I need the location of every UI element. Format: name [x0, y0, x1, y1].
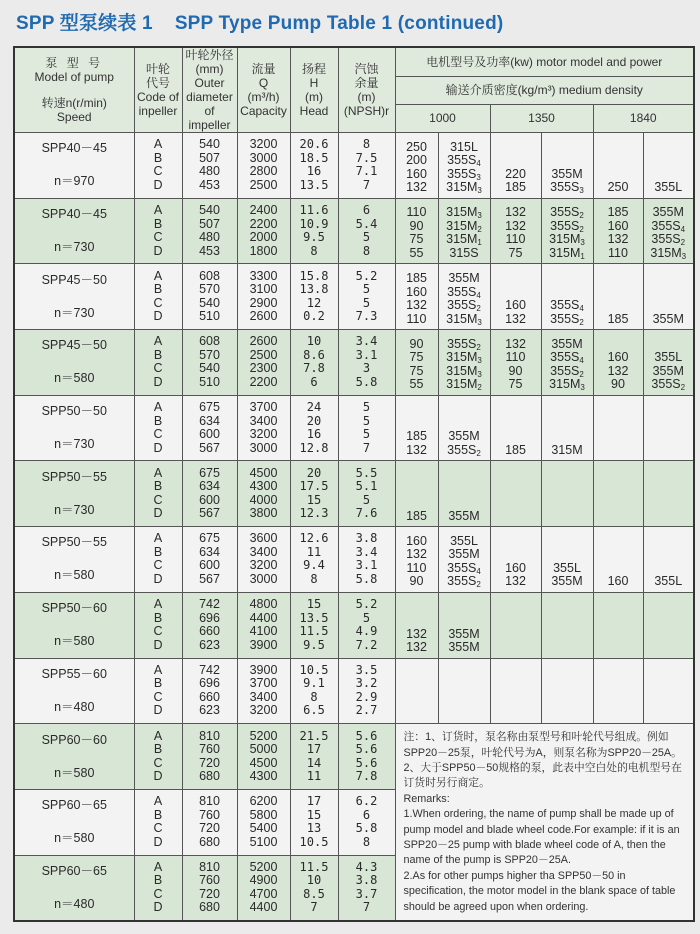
pump-model: SPP50－55: [41, 469, 107, 484]
flow-capacity: 4800 4400 4100 3900: [237, 592, 290, 658]
head: 24 20 16 12.8: [290, 395, 338, 461]
header-flow: 流量 Q (m³/h) Capacity: [237, 47, 290, 133]
motor-model-1840: 355L: [643, 133, 694, 199]
pump-speed: n＝580: [54, 765, 95, 780]
head: 20.6 18.5 16 13.5: [290, 133, 338, 199]
npsh: 5.2 5 5 7.3: [338, 264, 395, 330]
pump-model-cell: [14, 724, 134, 790]
npsh: 5.2 5 4.9 7.2: [338, 592, 395, 658]
pump-model-cell: [14, 461, 134, 527]
motor-power-1000: 90 75 75 55: [395, 330, 438, 396]
pump-model: SPP50－60: [41, 601, 107, 616]
motor-model-1840: 355M: [643, 264, 694, 330]
impeller-diameter: 675 634 600 567: [182, 461, 237, 527]
pump-model-cell: [14, 264, 134, 330]
flow-capacity: 3200 3000 2800 2500: [237, 133, 290, 199]
flow-capacity: 6200 5800 5400 5100: [237, 789, 290, 855]
pump-speed: n＝970: [54, 174, 95, 189]
pump-model-cell: [14, 789, 134, 855]
npsh: 3.5 3.2 2.9 2.7: [338, 658, 395, 724]
motor-model-1840: 355L: [643, 527, 694, 593]
motor-power-1840: 185: [593, 264, 643, 330]
impeller-code: A B C D: [134, 264, 182, 330]
pump-group-row: [14, 264, 694, 330]
motor-model-1350: [541, 461, 593, 527]
flow-capacity: 2400 2200 2000 1800: [237, 198, 290, 264]
impeller-code: A B C D: [134, 198, 182, 264]
pump-speed: n＝580: [54, 634, 95, 649]
header-density: 输送介质密度(kg/m³) medium density: [395, 76, 694, 104]
motor-power-1840: [593, 461, 643, 527]
motor-power-1840: 160 132 90: [593, 330, 643, 396]
motor-model-1350: 355M $355S_4$ $355S_2$ $315M_3$: [541, 330, 593, 396]
note-en-1: 1.When ordering, the name of pump shall be made up of pump model and blade wheel code.For example: if it is an SPP20－25 pump with blade wheel code of A, then the name of the pump is SPP20－25A.: [403, 808, 680, 867]
pump-model: SPP50－55: [41, 535, 107, 550]
pump-model: SPP45－50: [41, 338, 107, 353]
motor-model-1840: [643, 395, 694, 461]
pump-speed: n＝730: [54, 437, 95, 452]
impeller-code: A B C D: [134, 527, 182, 593]
head: 20 17.5 15 12.3: [290, 461, 338, 527]
pump-speed: n＝730: [54, 502, 95, 517]
motor-power-1000: 185 160 132 110: [395, 264, 438, 330]
head: 21.5 17 14 11: [290, 724, 338, 790]
pump-group-row: [14, 133, 694, 199]
head: 11.6 10.9 9.5 8: [290, 198, 338, 264]
pump-model: SPP40－45: [41, 207, 107, 222]
pump-model: SPP50－50: [41, 404, 107, 419]
title-cn: SPP 型泵续表 1: [16, 13, 153, 34]
density-1000: 1000: [395, 104, 490, 132]
motor-power-1350: [490, 658, 541, 724]
header-code: 叶轮代号 Code of inpeller: [134, 47, 182, 133]
motor-model-1350: $355S_4$ $355S_2$: [541, 264, 593, 330]
motor-power-1000: 185: [395, 461, 438, 527]
motor-power-1000: [395, 658, 438, 724]
note-en-2: 2.As for other pumps higher tha SPP50－50 in specification, the motor model in the blank space of table should be agreed upon when ordering.: [403, 869, 676, 913]
pump-model-cell: [14, 395, 134, 461]
flow-capacity: 3900 3700 3400 3200: [237, 658, 290, 724]
npsh: 6.2 6 5.8 8: [338, 789, 395, 855]
impeller-diameter: 810 760 720 680: [182, 855, 237, 921]
pump-model-cell: [14, 198, 134, 264]
pump-speed: n＝580: [54, 831, 95, 846]
impeller-diameter: 810 760 720 680: [182, 724, 237, 790]
impeller-diameter: 540 507 480 453: [182, 133, 237, 199]
pump-group-row: [14, 724, 694, 790]
pump-model-cell: [14, 527, 134, 593]
motor-model-1000: $315M_3$ $315M_2$ $315M_1$ 315S: [438, 198, 490, 264]
impeller-diameter: 540 507 480 453: [182, 198, 237, 264]
head: 11.5 10 8.5 7: [290, 855, 338, 921]
pump-group-row: [14, 592, 694, 658]
note-cn-2: 2、大于SPP50－50规格的泵，此表中空白处的电机型号在订货时另行商定。: [403, 762, 682, 790]
pump-model: SPP45－50: [41, 272, 107, 287]
pump-model-cell: [14, 330, 134, 396]
pump-group-row: [14, 527, 694, 593]
motor-model-1350: 355L 355M: [541, 527, 593, 593]
motor-model-1000: 355L 355M $355S_4$ $355S_2$: [438, 527, 490, 593]
pump-speed: n＝480: [54, 699, 95, 714]
motor-model-1840: 355M $355S_4$ $355S_2$ $315M_3$: [643, 198, 694, 264]
flow-capacity: 5200 5000 4500 4300: [237, 724, 290, 790]
motor-power-1000: 250 200 160 132: [395, 133, 438, 199]
impeller-code: A B C D: [134, 724, 182, 790]
motor-model-1840: [643, 461, 694, 527]
pump-table: [13, 46, 695, 922]
density-1350: 1350: [490, 104, 593, 132]
motor-model-1000: 315L $355S_4$ $355S_3$ $315M_3$: [438, 133, 490, 199]
flow-capacity: 3700 3400 3200 3000: [237, 395, 290, 461]
motor-power-1840: 160: [593, 527, 643, 593]
page-title: [16, 8, 503, 35]
pump-group-row: [14, 330, 694, 396]
pump-speed: n＝730: [54, 240, 95, 255]
motor-power-1000: 185 132: [395, 395, 438, 461]
header-model: 泵 型 号 Model of pump 转速n(r/min) Speed: [14, 47, 134, 133]
header-head: 扬程 H (m) Head: [290, 47, 338, 133]
impeller-diameter: 608 570 540 510: [182, 330, 237, 396]
pump-speed: n＝730: [54, 305, 95, 320]
pump-model: SPP60－65: [41, 863, 107, 878]
pump-speed: n＝580: [54, 568, 95, 583]
head: 15.8 13.8 12 0.2: [290, 264, 338, 330]
remarks-label: Remarks:: [403, 792, 450, 805]
motor-power-1350: [490, 461, 541, 527]
impeller-diameter: 742 696 660 623: [182, 592, 237, 658]
note-cn-1: 注：1、订货时，泵名称由泵型号和叶轮代号组成。例如SPP20－25泵，叶轮代号为A，则泵名称为SPP20－25A。: [403, 731, 682, 759]
npsh: 8 7.5 7.1 7: [338, 133, 395, 199]
motor-power-1350: [490, 592, 541, 658]
notes-block: [395, 724, 694, 921]
pump-model: SPP55－60: [41, 666, 107, 681]
npsh: 4.3 3.8 3.7 7: [338, 855, 395, 921]
pump-group-row: [14, 658, 694, 724]
motor-model-1350: [541, 658, 593, 724]
pump-model-cell: [14, 592, 134, 658]
motor-power-1000: 110 90 75 55: [395, 198, 438, 264]
pump-group-row: [14, 395, 694, 461]
impeller-code: A B C D: [134, 395, 182, 461]
impeller-diameter: 742 696 660 623: [182, 658, 237, 724]
pump-speed: n＝580: [54, 371, 95, 386]
impeller-code: A B C D: [134, 855, 182, 921]
impeller-code: A B C D: [134, 789, 182, 855]
motor-model-1840: 355L 355M $355S_2$: [643, 330, 694, 396]
impeller-code: A B C D: [134, 461, 182, 527]
impeller-code: A B C D: [134, 658, 182, 724]
density-1840: 1840: [593, 104, 694, 132]
pump-group-row: [14, 198, 694, 264]
flow-capacity: 4500 4300 4000 3800: [237, 461, 290, 527]
pump-model-cell: [14, 658, 134, 724]
title-en: SPP Type Pump Table 1 (continued): [174, 13, 504, 34]
impeller-diameter: 810 760 720 680: [182, 789, 237, 855]
pump-model: SPP60－60: [41, 732, 107, 747]
motor-power-1000: 160 132 110 90: [395, 527, 438, 593]
motor-power-1000: 132 132: [395, 592, 438, 658]
impeller-code: A B C D: [134, 133, 182, 199]
head: 12.6 11 9.4 8: [290, 527, 338, 593]
motor-power-1350: 160 132: [490, 527, 541, 593]
motor-power-1350: 185: [490, 395, 541, 461]
npsh: 5.6 5.6 5.6 7.8: [338, 724, 395, 790]
motor-model-1000: 355M: [438, 461, 490, 527]
motor-power-1840: 250: [593, 133, 643, 199]
motor-model-1000: 355M $355S_4$ $355S_2$ $315M_3$: [438, 264, 490, 330]
table-body: [14, 133, 694, 921]
impeller-diameter: 608 570 540 510: [182, 264, 237, 330]
head: 17 15 13 10.5: [290, 789, 338, 855]
pump-group-row: [14, 461, 694, 527]
motor-model-1000: [438, 658, 490, 724]
header-motor: 电机型号及功率(kw) motor model and power: [395, 47, 694, 76]
header-npsh: 汽蚀余量 (m) (NPSH)r: [338, 47, 395, 133]
flow-capacity: 3600 3400 3200 3000: [237, 527, 290, 593]
motor-model-1350: 315M: [541, 395, 593, 461]
motor-model-1350: 355M $355S_3$: [541, 133, 593, 199]
motor-power-1350: 160 132: [490, 264, 541, 330]
motor-power-1350: 220 185: [490, 133, 541, 199]
motor-model-1000: 355M $355S_2$: [438, 395, 490, 461]
pump-model: SPP40－45: [41, 141, 107, 156]
impeller-diameter: 675 634 600 567: [182, 527, 237, 593]
motor-power-1840: [593, 592, 643, 658]
impeller-code: A B C D: [134, 330, 182, 396]
motor-model-1840: [643, 592, 694, 658]
flow-capacity: 5200 4900 4700 4400: [237, 855, 290, 921]
npsh: 5.5 5.1 5 7.6: [338, 461, 395, 527]
pump-model: SPP60－65: [41, 798, 107, 813]
table-header: [14, 47, 694, 133]
flow-capacity: 2600 2500 2300 2200: [237, 330, 290, 396]
motor-power-1350: 132 110 90 75: [490, 330, 541, 396]
header-diameter: 叶轮外径 (mm) Outer diameter of impeller: [182, 47, 237, 133]
npsh: 3.8 3.4 3.1 5.8: [338, 527, 395, 593]
pump-speed: n＝480: [54, 896, 95, 911]
motor-model-1000: 355M 355M: [438, 592, 490, 658]
motor-model-1350: [541, 592, 593, 658]
npsh: 6 5.4 5 8: [338, 198, 395, 264]
pump-model-cell: [14, 855, 134, 921]
pump-model-cell: [14, 133, 134, 199]
motor-model-1350: $355S_2$ $355S_2$ $315M_3$ $315M_1$: [541, 198, 593, 264]
motor-power-1840: [593, 658, 643, 724]
head: 10.5 9.1 8 6.5: [290, 658, 338, 724]
flow-capacity: 3300 3100 2900 2600: [237, 264, 290, 330]
motor-power-1840: [593, 395, 643, 461]
npsh: 3.4 3.1 3 5.8: [338, 330, 395, 396]
head: 10 8.6 7.8 6: [290, 330, 338, 396]
motor-power-1840: 185 160 132 110: [593, 198, 643, 264]
impeller-diameter: 675 634 600 567: [182, 395, 237, 461]
motor-power-1350: 132 132 110 75: [490, 198, 541, 264]
impeller-code: A B C D: [134, 592, 182, 658]
head: 15 13.5 11.5 9.5: [290, 592, 338, 658]
npsh: 5 5 5 7: [338, 395, 395, 461]
motor-model-1840: [643, 658, 694, 724]
motor-model-1000: $355S_2$ $315M_3$ $315M_3$ $315M_2$: [438, 330, 490, 396]
